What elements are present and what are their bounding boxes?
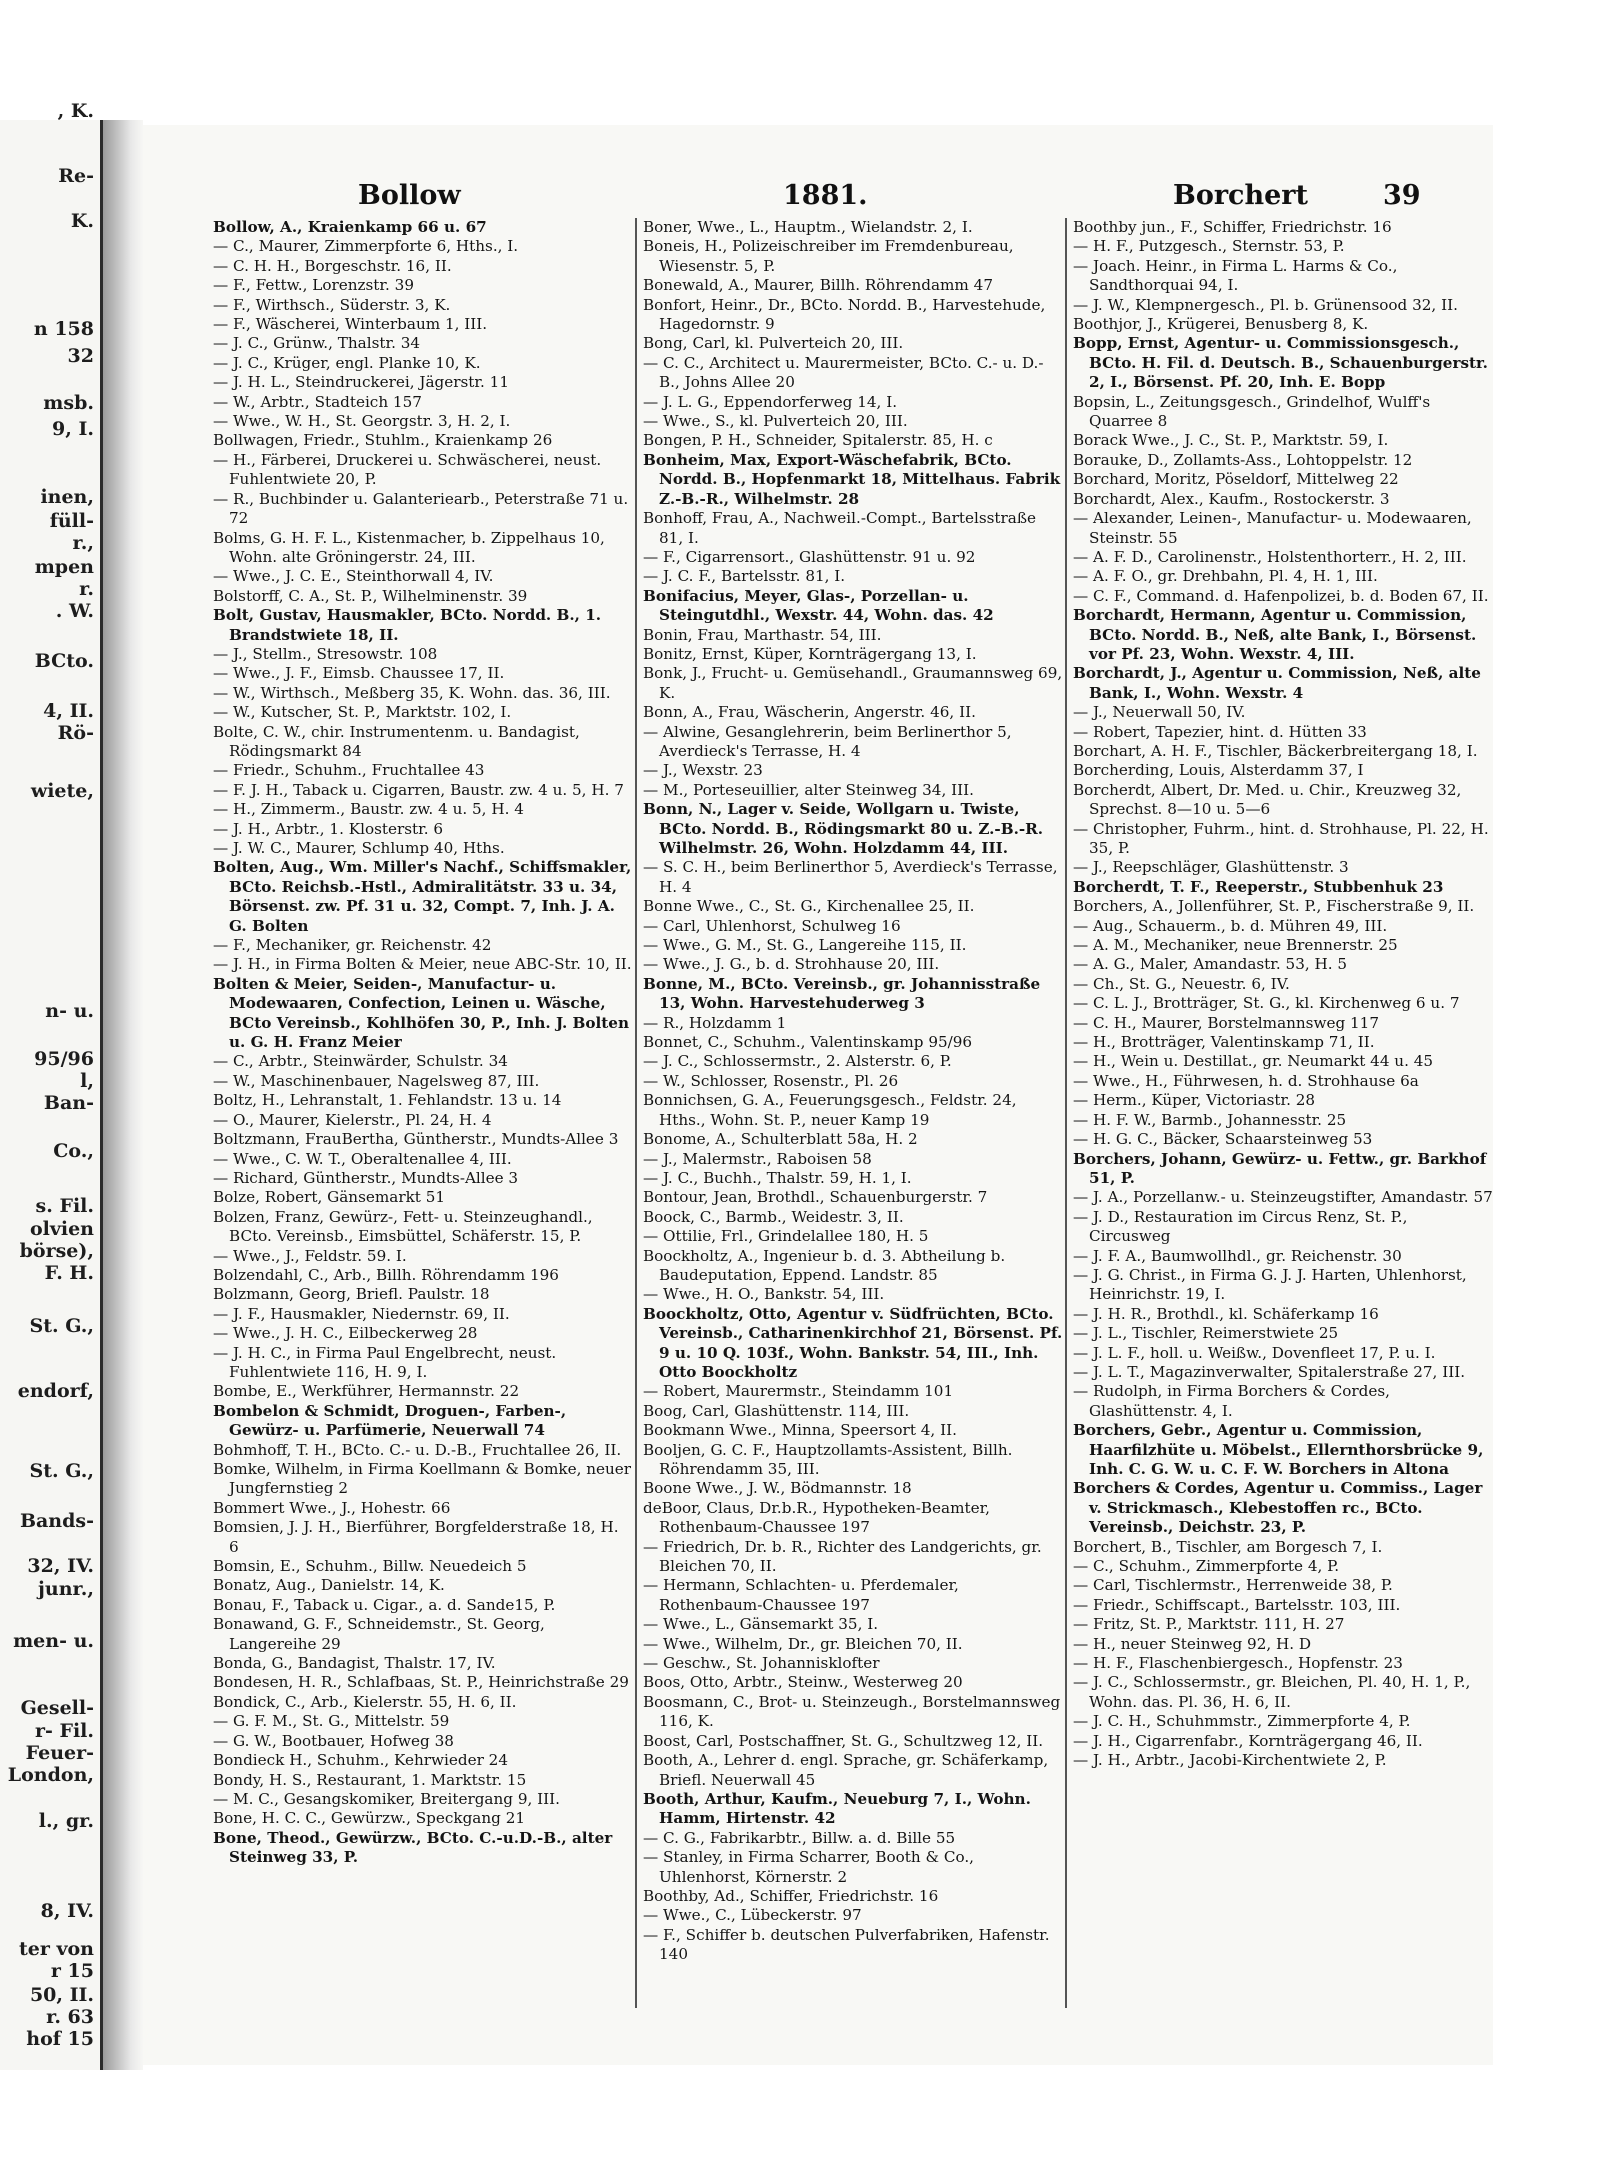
directory-entry: — J., Neuerwall 50, IV.: [1073, 703, 1246, 722]
directory-entry: Borchardt, Hermann, Agentur u. Commission, BCto. Nordd. B., Neß, alte Bank, I., Börsenst. vor Pf. 23, Wohn. Wexstr. 4, III.: [1073, 606, 1477, 663]
directory-entry: — J. W., Klempnergesch., Pl. b. Grünensood 32, II.: [1073, 295, 1458, 314]
directory-entry: — Wwe., J. F., Eimsb. Chaussee 17, II.: [213, 664, 505, 683]
directory-entry: Boockholtz, Otto, Agentur v. Südfrüchten, BCto. Vereinsb., Catharinenkirchhof 21, Börsenst. Pf. 9 u. 10 Q. 103f., Wohn. Bankstr. 54, III., Inh. Otto Boockholtz: [643, 1304, 1063, 1381]
directory-entry: — G. F. M., St. G., Mittelstr. 59: [213, 1712, 450, 1731]
directory-column-3: [1073, 218, 1493, 2013]
directory-entry: Bopp, Ernst, Agentur- u. Commissionsgesch., BCto. H. Fil. d. Deutsch. B., Schauenburgerstr. 2, I., Börsenst. Pf. 20, Inh. E. Bopp: [1073, 334, 1488, 392]
directory-entry: — Friedr., Schiffscapt., Bartelsstr. 103, III.: [1073, 1595, 1401, 1614]
directory-entry: Boltzmann, FrauBertha, Güntherstr., Mundts-Allee 3: [213, 1130, 619, 1149]
adjacent-page-fragment: BCto.: [34, 650, 94, 672]
adjacent-page-fragment: msb.: [43, 392, 94, 414]
directory-entry: — J. H. C., in Firma Paul Engelbrecht, neust. Fuhlentwiete 116, H. 9, I.: [213, 1343, 557, 1381]
directory-entry: — F., Schiffer b. deutschen Pulverfabriken, Hafenstr. 140: [643, 1925, 1050, 1964]
adjacent-page-edge: [0, 100, 103, 2070]
adjacent-page-fragment: F. H.: [44, 1262, 94, 1284]
directory-entry: — Wwe., L., Gänsemarkt 35, I.: [643, 1615, 879, 1634]
directory-entry: — R., Holzdamm 1: [643, 1013, 787, 1032]
directory-entry: — J. L. T., Magazinverwalter, Spitalerstraße 27, III.: [1073, 1362, 1466, 1381]
directory-entry: Bonheim, Max, Export-Wäschefabrik, BCto. Nordd. B., Hopfenmarkt 18, Mittelhaus. Fabrik Z.-B.-R., Wilhelmstr. 28: [643, 450, 1061, 508]
directory-entry: Boone Wwe., J. W., Bödmannstr. 18: [643, 1479, 912, 1498]
adjacent-page-fragment: s. Fil.: [35, 1195, 94, 1217]
directory-entry: Borchert, B., Tischler, am Borgesch 7, I.: [1073, 1537, 1383, 1556]
adjacent-page-fragment: r.: [79, 578, 94, 600]
adjacent-page-fragment: men- u.: [13, 1630, 94, 1652]
directory-entry: — H., Wein u. Destillat., gr. Neumarkt 44 u. 45: [1073, 1052, 1434, 1071]
adjacent-page-fragment: Rö-: [57, 722, 94, 744]
adjacent-page-fragment: St. G.,: [29, 1460, 94, 1482]
directory-entry: Bone, H. C. C., Gewürzw., Speckgang 21: [213, 1809, 526, 1828]
directory-entry: Bonatz, Aug., Danielstr. 14, K.: [213, 1576, 445, 1595]
directory-entry: Bonewald, A., Maurer, Billh. Röhrendamm 47: [643, 276, 993, 295]
directory-entry: — A. F. O., gr. Drehbahn, Pl. 4, H. 1, III.: [1073, 567, 1378, 586]
directory-entry: — J., Malermstr., Raboisen 58: [643, 1149, 872, 1168]
directory-entry: — F., Wäscherei, Winterbaum 1, III.: [213, 315, 488, 334]
directory-entry: — Carl, Uhlenhorst, Schulweg 16: [643, 916, 901, 935]
directory-entry: Boothby jun., F., Schiffer, Friedrichstr. 16: [1073, 218, 1392, 236]
adjacent-page-fragment: endorf,: [17, 1380, 94, 1402]
adjacent-page-fragment: 9, I.: [52, 418, 94, 440]
directory-entry: Boosmann, C., Brot- u. Steinzeugh., Borstelmannsweg 116, K.: [643, 1692, 1061, 1731]
directory-entry: Boothjor, J., Krügerei, Benusberg 8, K.: [1073, 315, 1369, 334]
directory-column-1: [213, 218, 633, 2013]
directory-entry: — J. C., Buchh., Thalstr. 59, H. 1, I.: [643, 1168, 912, 1187]
directory-entry: Bonnichsen, G. A., Feuerungsgesch., Feldstr. 24, Hths., Wohn. St. P., neuer Kamp 19: [643, 1091, 1017, 1129]
directory-entry: Bolte, C. W., chir. Instrumentenm. u. Bandagist, Rödingsmarkt 84: [213, 722, 580, 760]
directory-entry: — Wwe., G. M., St. G., Langereihe 115, II.: [643, 936, 967, 955]
adjacent-page-fragment: junr.,: [38, 1578, 94, 1600]
directory-entry: — J. H., in Firma Bolten & Meier, neue ABC-Str. 10, II.: [213, 955, 632, 974]
directory-entry: Bonau, F., Taback u. Cigar., a. d. Sande15, P.: [213, 1595, 556, 1614]
adjacent-page-fragment: l,: [80, 1070, 94, 1092]
adjacent-page-fragment: 95/96: [34, 1048, 94, 1070]
directory-entry: — Rudolph, in Firma Borchers & Cordes, Glashüttenstr. 4, I.: [1073, 1382, 1390, 1420]
adjacent-page-fragment: olvien: [29, 1218, 94, 1240]
directory-entry: Bomsin, E., Schuhm., Billw. Neuedeich 5: [213, 1557, 527, 1576]
directory-entry: — G. W., Bootbauer, Hofweg 38: [213, 1731, 454, 1750]
directory-entry: Bollow, A., Kraienkamp 66 u. 67: [213, 218, 487, 236]
directory-entry: — J. H., Arbtr., 1. Klosterstr. 6: [213, 819, 444, 838]
directory-entry: — J. H., Arbtr., Jacobi-Kirchentwiete 2, P.: [1073, 1751, 1387, 1770]
directory-entry: — J., Stellm., Stresowstr. 108: [213, 644, 438, 663]
directory-entry: Bolten, Aug., Wm. Miller's Nachf., Schiffsmakler, BCto. Reichsb.-Hstl., Admiralitätstr. 33 u. 34, Börsenst. zw. Pf. 31 u. 32, Compt. 7, Inh. J. A. G. Bolten: [213, 858, 632, 935]
directory-entry: — H. F., Putzgesch., Sternstr. 53, P.: [1073, 237, 1345, 256]
directory-entry: — Wwe., W. H., St. Georgstr. 3, H. 2, I.: [213, 412, 511, 431]
directory-entry: — F., Mechaniker, gr. Reichenstr. 42: [213, 936, 492, 955]
adjacent-page-fragment: Ban-: [43, 1092, 94, 1114]
directory-entry: Bommert Wwe., J., Hohestr. 66: [213, 1498, 451, 1517]
directory-entry: — H. F. W., Barmb., Johannesstr. 25: [1073, 1110, 1347, 1129]
adjacent-page-fragment: Co.,: [53, 1140, 94, 1162]
directory-entry: Boockholtz, A., Ingenieur b. d. 3. Abtheilung b. Baudeputation, Eppend. Landstr. 85: [643, 1246, 1006, 1284]
directory-entry: Bondieck H., Schuhm., Kehrwieder 24: [213, 1751, 508, 1770]
directory-entry: — S. C. H., beim Berlinerthor 5, Averdieck's Terrasse, H. 4: [643, 858, 1058, 896]
directory-entry: — H. G. C., Bäcker, Schaarsteinweg 53: [1073, 1130, 1373, 1149]
directory-entry: Bonnet, C., Schuhm., Valentinskamp 95/96: [643, 1033, 973, 1052]
adjacent-page-fragment: inen,: [40, 486, 94, 508]
directory-entry: — C. H. H., Borgeschstr. 16, II.: [213, 256, 452, 275]
directory-entry: Boock, C., Barmb., Weidestr. 3, II.: [643, 1207, 904, 1226]
directory-entry: Borcherding, Louis, Alsterdamm 37, I: [1073, 761, 1364, 780]
directory-entry: — Wwe., Wilhelm, Dr., gr. Bleichen 70, II.: [643, 1634, 963, 1653]
directory-entry: — W., Kutscher, St. P., Marktstr. 102, I.: [213, 703, 512, 722]
directory-entry: Bonk, J., Frucht- u. Gemüsehandl., Graumannsweg 69, K.: [643, 664, 1063, 702]
directory-entry: — Wwe., J., Feldstr. 59. I.: [213, 1246, 407, 1265]
directory-entry: Bolzmann, Georg, Briefl. Paulstr. 18: [213, 1285, 490, 1304]
directory-entry: Bondesen, H. R., Schlafbaas, St. P., Heinrichstraße 29: [213, 1673, 629, 1692]
adjacent-page-fragment: ter von: [18, 1938, 94, 1960]
directory-entry: — Christopher, Fuhrm., hint. d. Strohhause, Pl. 22, H. 35, P.: [1073, 819, 1489, 857]
directory-entry: Bolstorff, C. A., St. P., Wilhelminenstr. 39: [213, 586, 528, 605]
directory-entry: — Wwe., J. H. C., Eilbeckerweg 28: [213, 1324, 478, 1343]
directory-entry: — H., Zimmerm., Baustr. zw. 4 u. 5, H. 4: [213, 800, 524, 819]
directory-entry: Bone, Theod., Gewürzw., BCto. C.-u.D.-B., alter Steinweg 33, P.: [213, 1828, 613, 1867]
directory-entry: Boos, Otto, Arbtr., Steinw., Westerweg 20: [643, 1673, 963, 1692]
directory-entry: Boneis, H., Polizeischreiber im Fremdenbureau, Wiesenstr. 5, P.: [643, 237, 1014, 275]
directory-entry: Bonfort, Heinr., Dr., BCto. Nordd. B., Harvestehude, Hagedornstr. 9: [643, 295, 1046, 334]
adjacent-page-fragment: mpen: [34, 556, 94, 578]
adjacent-page-fragment: Feuer-: [25, 1742, 94, 1764]
directory-entry: Bonin, Frau, Marthastr. 54, III.: [643, 625, 882, 644]
adjacent-page-fragment: füll-: [49, 510, 94, 532]
directory-entry: — W., Maschinenbauer, Nagelsweg 87, III.: [213, 1071, 540, 1090]
column-rule-2: [1065, 218, 1067, 2008]
directory-entry: Booljen, G. C. F., Hauptzollamts-Assistent, Billh. Röhrendamm 35, III.: [643, 1440, 1013, 1478]
adjacent-page-fragment: 32, IV.: [27, 1555, 94, 1577]
directory-entry: — H. F., Flaschenbiergesch., Hopfenstr. 23: [1073, 1654, 1403, 1673]
directory-entry: Bong, Carl, kl. Pulverteich 20, III.: [643, 334, 904, 353]
directory-entry: Boner, Wwe., L., Hauptm., Wielandstr. 2, I.: [643, 218, 973, 236]
directory-entry: Boltz, H., Lehranstalt, 1. Fehlandstr. 13 u. 14: [213, 1091, 562, 1110]
directory-entry: — J. H. L., Steindruckerei, Jägerstr. 11: [213, 373, 509, 392]
running-header: [143, 180, 1493, 220]
adjacent-page-fragment: Re-: [58, 165, 94, 187]
directory-entry: — J. C., Krüger, engl. Planke 10, K.: [213, 353, 481, 372]
directory-entry: Bohmhoff, T. H., BCto. C.- u. D.-B., Fruchtallee 26, II.: [213, 1440, 622, 1459]
adjacent-page-fragment: 50, II.: [29, 1984, 94, 2006]
directory-entry: — J. C. H., Schuhmmstr., Zimmerpforte 4, P.: [1073, 1712, 1411, 1731]
directory-entry: — J. A., Porzellanw.- u. Steinzeugstifter, Amandastr. 57: [1073, 1188, 1493, 1207]
directory-entry: Bonifacius, Meyer, Glas-, Porzellan- u. Steingutdhl., Wexstr. 44, Wohn. das. 42: [643, 586, 994, 625]
directory-entry: — Fritz, St. P., Marktstr. 111, H. 27: [1073, 1615, 1345, 1634]
directory-entry: — J. L., Tischler, Reimerstwiete 25: [1073, 1324, 1339, 1343]
directory-column-2: [643, 218, 1063, 2013]
directory-entry: Bonn, N., Lager v. Seide, Wollgarn u. Twiste, BCto. Nordd. B., Rödingsmarkt 80 u. Z.-B.-R. Wilhelmstr. 26, Wohn. Holzdamm 44, III.: [643, 800, 1044, 857]
directory-entry: — A. F. D., Carolinenstr., Holstenthorterr., H. 2, III.: [1073, 547, 1467, 566]
directory-entry: Bollwagen, Friedr., Stuhlm., Kraienkamp 26: [213, 431, 553, 450]
directory-entry: — C., Arbtr., Steinwärder, Schulstr. 34: [213, 1052, 508, 1071]
directory-entry: — J. C., Schlossermstr., 2. Alsterstr. 6, P.: [643, 1052, 952, 1071]
directory-entry: — W., Arbtr., Stadteich 157: [213, 392, 422, 411]
adjacent-page-fragment: r- Fil.: [34, 1720, 94, 1742]
adjacent-page-fragment: K.: [70, 210, 94, 232]
directory-entry: Booth, A., Lehrer d. engl. Sprache, gr. Schäferkamp, Briefl. Neuerwall 45: [643, 1751, 1049, 1789]
directory-entry: deBoor, Claus, Dr.b.R., Hypotheken-Beamter, Rothenbaum-Chaussee 197: [643, 1498, 991, 1537]
directory-entry: — Friedr., Schuhm., Fruchtallee 43: [213, 761, 485, 780]
directory-entry: Boothby, Ad., Schiffer, Friedrichstr. 16: [643, 1886, 939, 1905]
directory-entry: Bolms, G. H. F. L., Kistenmacher, b. Zippelhaus 10, Wohn. alte Gröningerstr. 24, III.: [213, 528, 605, 566]
directory-entry: — Wwe., H. O., Bankstr. 54, III.: [643, 1285, 885, 1304]
directory-entry: — H., neuer Steinweg 92, H. D: [1073, 1634, 1312, 1653]
directory-entry: — C. F., Command. d. Hafenpolizei, b. d. Boden 67, II.: [1073, 586, 1489, 605]
directory-entry: — J. G. Christ., in Firma G. J. J. Harten, Uhlenhorst, Heinrichstr. 19, I.: [1073, 1265, 1467, 1304]
directory-entry: — J., Reepschläger, Glashüttenstr. 3: [1073, 858, 1349, 877]
directory-entry: — H., Färberei, Druckerei u. Schwäscherei, neust. Fuhlentwiete 20, P.: [213, 450, 602, 489]
directory-entry: Bonome, A., Schulterblatt 58a, H. 2: [643, 1130, 918, 1149]
directory-entry: — Wwe., H., Führwesen, h. d. Strohhause 6a: [1073, 1071, 1419, 1090]
directory-entry: Borchers, Gebr., Agentur u. Commission, Haarfilzhüte u. Möbelst., Ellernthorsbrücke 9, Inh. C. G. W. u. C. F. W. Borchers in Altona: [1073, 1421, 1484, 1478]
directory-entry: — Richard, Güntherstr., Mundts-Allee 3: [213, 1168, 519, 1187]
directory-entry: — Wwe., J. G., b. d. Strohhause 20, III.: [643, 955, 940, 974]
directory-entry: Boog, Carl, Glashüttenstr. 114, III.: [643, 1401, 910, 1420]
directory-entry: — F., Cigarrensort., Glashüttenstr. 91 u. 92: [643, 547, 976, 566]
directory-entry: Borchart, A. H. F., Tischler, Bäckerbreitergang 18, I.: [1073, 741, 1478, 760]
directory-entry: — J. F., Hausmakler, Niedernstr. 69, II.: [213, 1304, 510, 1323]
directory-entry: — J. D., Restauration im Circus Renz, St. P., Circusweg: [1073, 1207, 1408, 1246]
directory-entry: Bonhoff, Frau, A., Nachweil.-Compt., Bartelsstraße 81, I.: [643, 509, 1036, 547]
adjacent-page-fragment: wiete,: [30, 780, 94, 802]
directory-entry: — F., Fettw., Lorenzstr. 39: [213, 276, 414, 295]
directory-entry: — Geschw., St. Johannisklofter: [643, 1654, 880, 1673]
directory-entry: Bolzen, Franz, Gewürz-, Fett- u. Steinzeughandl., BCto. Vereinsb., Eimsbüttel, Schäferstr. 15, P.: [213, 1207, 593, 1246]
directory-entry: Bontour, Jean, Brothdl., Schauenburgerstr. 7: [643, 1188, 988, 1207]
directory-entry: Bopsin, L., Zeitungsgesch., Grindelhof, Wulff's Quarree 8: [1073, 392, 1431, 431]
directory-entry: — J., Wexstr. 23: [643, 761, 763, 780]
directory-entry: — Herm., Küper, Victoriastr. 28: [1073, 1091, 1316, 1110]
directory-entry: — Friedrich, Dr. b. R., Richter des Landgerichts, gr. Bleichen 70, II.: [643, 1537, 1042, 1576]
header-year: 1881.: [783, 180, 868, 211]
directory-entry: Bolze, Robert, Gänsemarkt 51: [213, 1188, 446, 1207]
directory-entry: — C. L. J., Brotträger, St. G., kl. Kirchenweg 6 u. 7: [1073, 994, 1460, 1013]
adjacent-page-fragment: Bands-: [19, 1510, 94, 1532]
directory-entry: — J. H. R., Brothdl., kl. Schäferkamp 16: [1073, 1304, 1379, 1323]
directory-entry: — M. C., Gesangskomiker, Breitergang 9, III.: [213, 1789, 560, 1808]
adjacent-page-fragment: 8, IV.: [40, 1900, 94, 1922]
directory-entry: Booth, Arthur, Kaufm., Neueburg 7, I., Wohn. Hamm, Hirtenstr. 42: [643, 1789, 1031, 1828]
adjacent-page-fragment: Gesell-: [20, 1697, 94, 1719]
adjacent-page-fragment: l., gr.: [38, 1810, 94, 1832]
directory-entry: Borchers & Cordes, Agentur u. Commiss., Lager v. Strickmasch., Klebestoffen rc., BCto. Vereinsb., Deichstr. 23, P.: [1073, 1479, 1483, 1537]
adjacent-page-fragment: London,: [7, 1764, 94, 1786]
directory-entry: Borchers, Johann, Gewürz- u. Fettw., gr. Barkhof 51, P.: [1073, 1149, 1487, 1187]
directory-entry: Bombe, E., Werkführer, Hermannstr. 22: [213, 1382, 520, 1401]
directory-entry: — J. C., Grünw., Thalstr. 34: [213, 334, 421, 353]
directory-entry: — Aug., Schauerm., b. d. Mühren 49, III.: [1073, 916, 1388, 935]
column-rule-1: [635, 218, 637, 2008]
adjacent-page-fragment: St. G.,: [29, 1315, 94, 1337]
directory-entry: — J. W. C., Maurer, Schlump 40, Hths.: [213, 839, 505, 857]
directory-entry: — J. L. F., holl. u. Weißw., Dovenfleet 17, P. u. I.: [1073, 1343, 1436, 1362]
adjacent-page-fragment: hof 15: [26, 2028, 94, 2050]
directory-entry: — O., Maurer, Kielerstr., Pl. 24, H. 4: [213, 1110, 492, 1129]
directory-entry: — Wwe., J. C. E., Steinthorwall 4, IV.: [213, 567, 494, 586]
directory-entry: — H., Brotträger, Valentinskamp 71, II.: [1073, 1033, 1375, 1052]
directory-entry: Borchardt, J., Agentur u. Commission, Neß, alte Bank, I., Wohn. Wexstr. 4: [1073, 664, 1481, 702]
directory-entry: Bookmann Wwe., Minna, Speersort 4, II.: [643, 1421, 957, 1440]
adjacent-page-fragment: 4, II.: [43, 700, 94, 722]
directory-entry: Bolten & Meier, Seiden-, Manufactur- u. Modewaaren, Confection, Leinen u. Wäsche, BCto Vereinsb., Kohlhöfen 30, P., Inh. J. Bolten u. G. H. Franz Meier: [213, 974, 629, 1052]
directory-entry: — J. H., Cigarrenfabr., Kornträgergang 46, II.: [1073, 1731, 1423, 1750]
directory-entry: — R., Buchbinder u. Galanteriearb., Peterstraße 71 u. 72: [213, 489, 629, 528]
directory-entry: — Wwe., C. W. T., Oberaltenallee 4, III.: [213, 1149, 512, 1168]
directory-entry: — C. H., Maurer, Borstelmannsweg 117: [1073, 1013, 1380, 1032]
directory-entry: — Robert, Tapezier, hint. d. Hütten 33: [1073, 722, 1367, 741]
header-right-keyword: Borchert: [1173, 180, 1308, 211]
directory-entry: — C., Maurer, Zimmerpforte 6, Hths., I.: [213, 237, 519, 256]
directory-entry: Bomsien, J. J. H., Bierführer, Borgfelderstraße 18, H. 6: [213, 1518, 619, 1556]
directory-entry: — C., Schuhm., Zimmerpforte 4, P.: [1073, 1557, 1340, 1576]
directory-entry: Borchard, Moritz, Pöseldorf, Mittelweg 22: [1073, 470, 1399, 489]
adjacent-page-fragment: 32: [67, 345, 94, 367]
page-number: 39: [1383, 180, 1421, 211]
header-left-keyword: Bollow: [358, 180, 461, 211]
directory-entry: Bongen, P. H., Schneider, Spitalerstr. 85, H. c: [643, 431, 993, 450]
directory-entry: — C. G., Fabrikarbtr., Billw. a. d. Bille 55: [643, 1828, 956, 1847]
adjacent-page-fragment: r.,: [72, 532, 94, 554]
directory-entry: — Hermann, Schlachten- u. Pferdemaler, Rothenbaum-Chaussee 197: [643, 1576, 959, 1614]
directory-entry: Borcherdt, T. F., Reeperstr., Stubbenhuk 23: [1073, 877, 1444, 896]
directory-entry: — Alwine, Gesanglehrerin, beim Berlinerthor 5, Averdieck's Terrasse, H. 4: [643, 722, 1012, 760]
directory-entry: Bombelon & Schmidt, Droguen-, Farben-, Gewürz- u. Parfümerie, Neuerwall 74: [213, 1401, 567, 1440]
directory-entry: Borchardt, Alex., Kaufm., Rostockerstr. 3: [1073, 489, 1390, 508]
directory-entry: — A. G., Maler, Amandastr. 53, H. 5: [1073, 955, 1348, 974]
directory-entry: — J. L. G., Eppendorferweg 14, I.: [643, 392, 898, 411]
directory-entry: Bonne, M., BCto. Vereinsb., gr. Johannisstraße 13, Wohn. Harvestehuderweg 3: [643, 974, 1041, 1013]
directory-entry: — Robert, Maurermstr., Steindamm 101: [643, 1382, 954, 1401]
adjacent-page-fragment: r. 63: [46, 2006, 94, 2028]
directory-entry: Bomke, Wilhelm, in Firma Koellmann & Bomke, neuer Jungfernstieg 2: [213, 1460, 632, 1498]
directory-entry: Borack Wwe., J. C., St. P., Marktstr. 59, I.: [1073, 431, 1389, 450]
directory-entry: — Carl, Tischlermstr., Herrenweide 38, P.: [1073, 1576, 1393, 1595]
directory-entry: Bolzendahl, C., Arb., Billh. Röhrendamm 196: [213, 1265, 559, 1284]
directory-entry: Bondy, H. S., Restaurant, 1. Marktstr. 15: [213, 1770, 527, 1789]
adjacent-page-fragment: n- u.: [45, 1000, 94, 1022]
directory-entry: — C. C., Architect u. Maurermeister, BCto. C.- u. D.-B., Johns Allee 20: [643, 353, 1044, 392]
directory-entry: — Stanley, in Firma Scharrer, Booth & Co., Uhlenhorst, Körnerstr. 2: [643, 1848, 974, 1886]
adjacent-page-fragment: . W.: [55, 600, 94, 622]
directory-entry: — W., Schlosser, Rosenstr., Pl. 26: [643, 1071, 899, 1090]
directory-entry: Borauke, D., Zollamts-Ass., Lohtoppelstr. 12: [1073, 450, 1413, 469]
directory-entry: — Joach. Heinr., in Firma L. Harms & Co., Sandthorquai 94, I.: [1073, 256, 1398, 295]
adjacent-page-fragment: , K.: [57, 100, 94, 122]
directory-entry: — M., Porteseuillier, alter Steinweg 34, III.: [643, 780, 974, 799]
adjacent-page-fragment: börse),: [19, 1240, 94, 1262]
directory-entry: — F. J. H., Taback u. Cigarren, Baustr. zw. 4 u. 5, H. 7: [213, 780, 624, 799]
directory-entry: — Alexander, Leinen-, Manufactur- u. Modewaaren, Steinstr. 55: [1073, 509, 1472, 547]
directory-entry: — J. C. F., Bartelsstr. 81, I.: [643, 567, 846, 586]
page-gutter-shadow: [103, 120, 143, 2070]
directory-entry: Bonawand, G. F., Schneidemstr., St. Georg, Langereihe 29: [213, 1615, 545, 1653]
directory-entry: Bonne Wwe., C., St. G., Kirchenallee 25, II.: [643, 897, 975, 916]
directory-entry: Borchers, A., Jollenführer, St. P., Fischerstraße 9, II.: [1073, 897, 1475, 916]
directory-entry: — A. M., Mechaniker, neue Brennerstr. 25: [1073, 936, 1398, 955]
directory-entry: Bonda, G., Bandagist, Thalstr. 17, IV.: [213, 1654, 496, 1673]
directory-entry: — Ottilie, Frl., Grindelallee 180, H. 5: [643, 1227, 929, 1246]
directory-entry: — F., Wirthsch., Süderstr. 3, K.: [213, 295, 451, 314]
directory-entry: — Wwe., C., Lübeckerstr. 97: [643, 1906, 862, 1925]
directory-entry: — W., Wirthsch., Meßberg 35, K. Wohn. das. 36, III.: [213, 683, 611, 702]
directory-entry: Bondick, C., Arb., Kielerstr. 55, H. 6, II.: [213, 1692, 517, 1711]
directory-entry: — J. C., Schlossermstr., gr. Bleichen, Pl. 40, H. 1, P., Wohn. das. Pl. 36, H. 6, II.: [1073, 1673, 1471, 1711]
directory-entry: — Ch., St. G., Neuestr. 6, IV.: [1073, 974, 1290, 993]
directory-entry: — J. F. A., Baumwollhdl., gr. Reichenstr. 30: [1073, 1246, 1402, 1265]
adjacent-page-fragment: r 15: [50, 1960, 94, 1982]
directory-entry: Bolt, Gustav, Hausmakler, BCto. Nordd. B., 1. Brandstwiete 18, II.: [213, 606, 602, 644]
directory-entry: Borcherdt, Albert, Dr. Med. u. Chir., Kreuzweg 32, Sprechst. 8—10 u. 5—6: [1073, 780, 1462, 819]
directory-entry: — Wwe., S., kl. Pulverteich 20, III.: [643, 412, 908, 431]
directory-entry: Boost, Carl, Postschaffner, St. G., Schultzweg 12, II.: [643, 1731, 1044, 1750]
directory-entry: Bonn, A., Frau, Wäscherin, Angerstr. 46, II.: [643, 703, 976, 722]
directory-page: [143, 125, 1493, 2065]
adjacent-page-fragment: n 158: [33, 318, 94, 340]
directory-entry: Bonitz, Ernst, Küper, Kornträgergang 13, I.: [643, 644, 977, 663]
